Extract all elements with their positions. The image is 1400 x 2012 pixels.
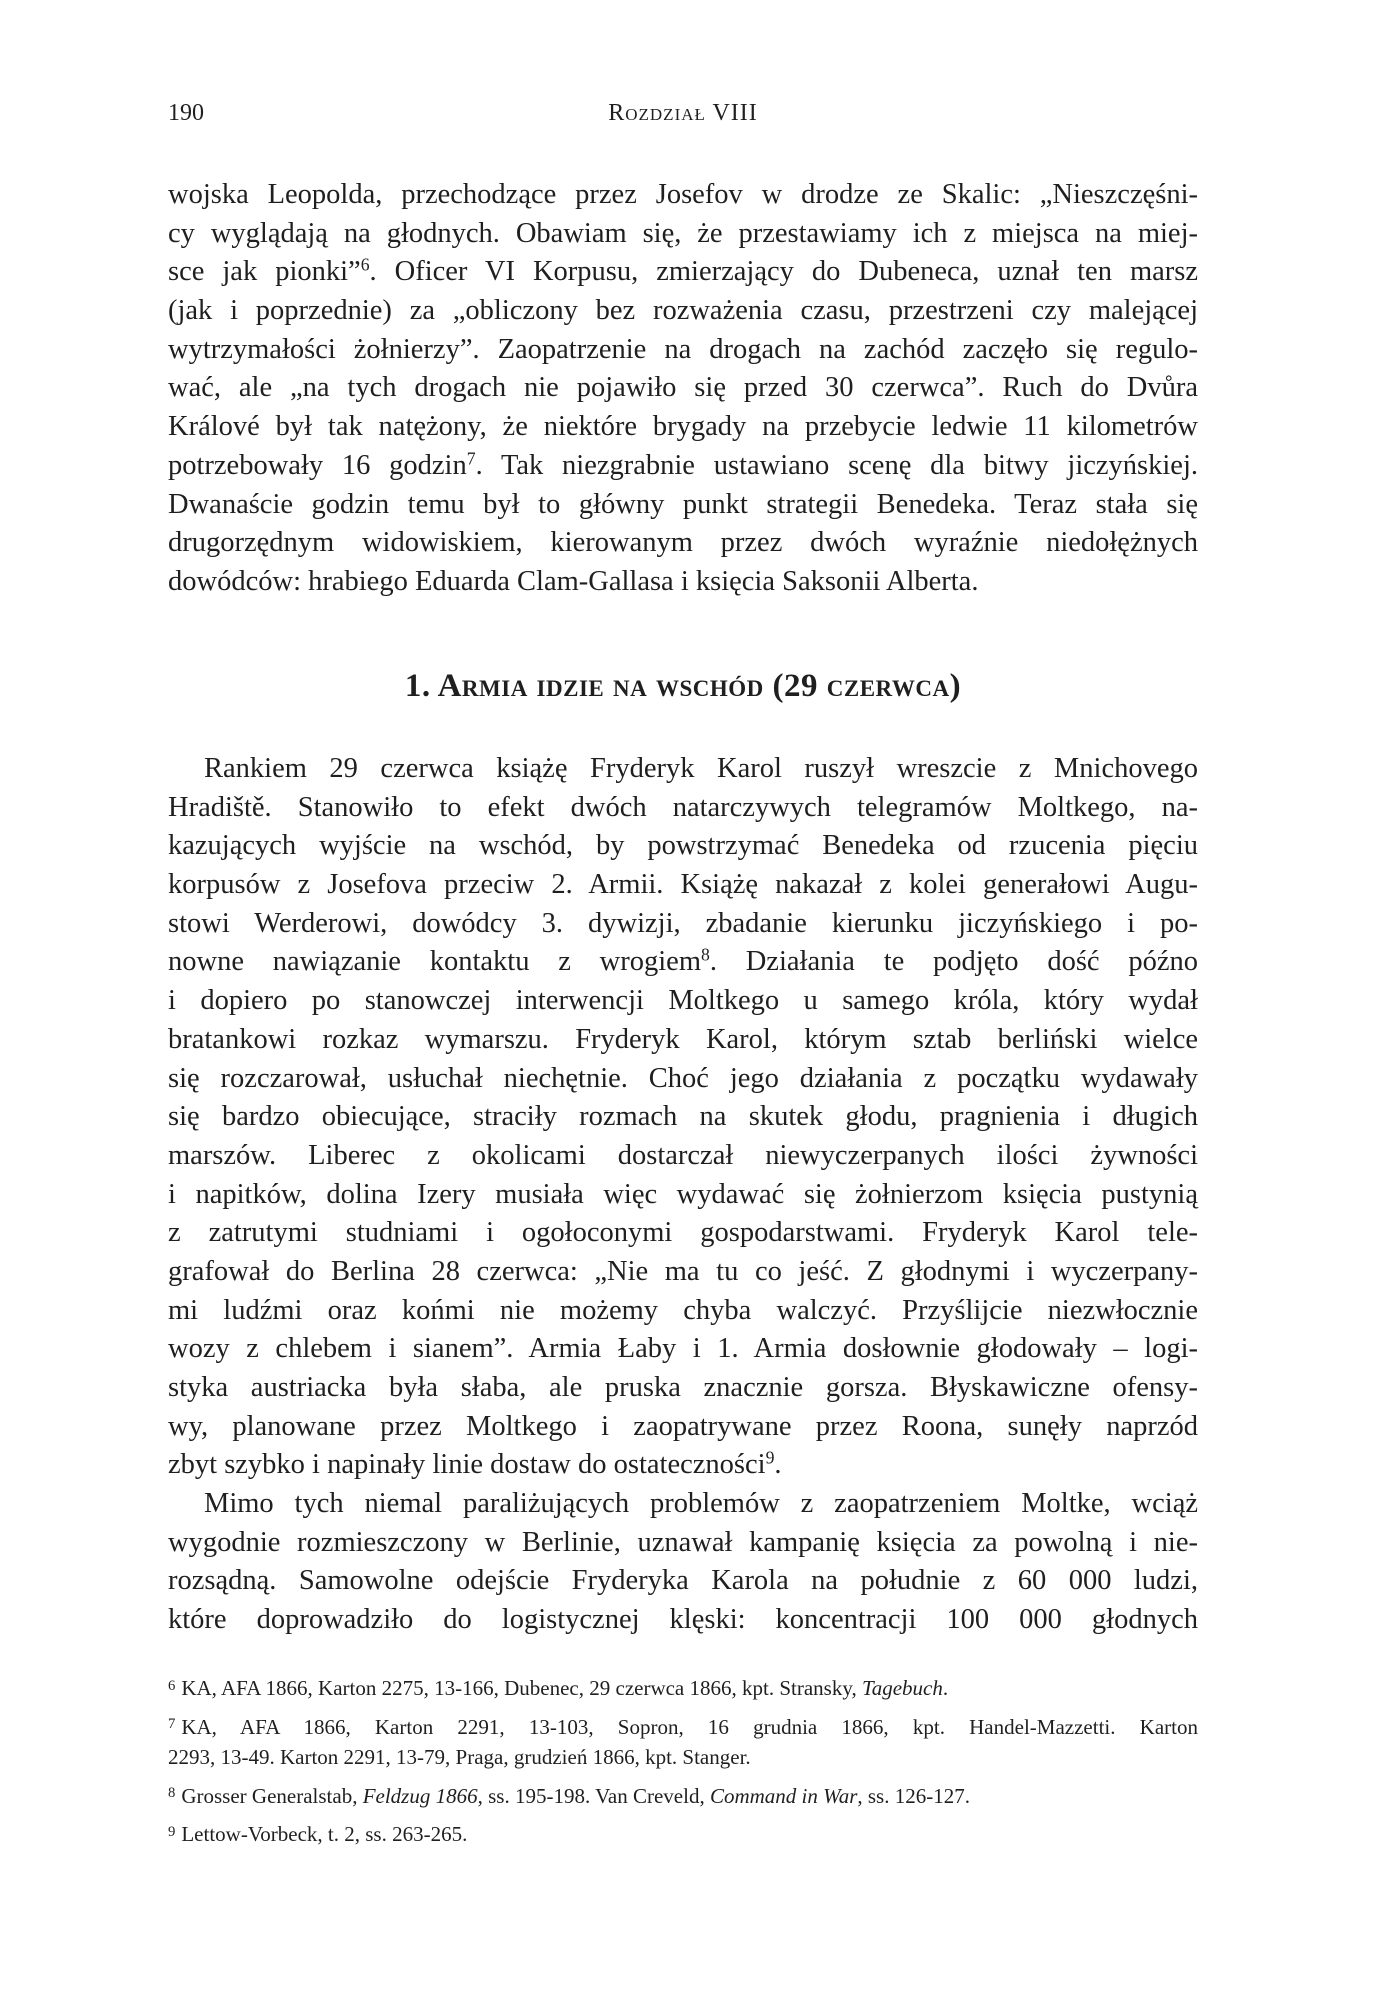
text-line: kazujących wyjście na wschód, by powstrzymać Benedeka od rzucenia pięciu [168, 830, 1198, 862]
text-line: wojska Leopolda, przechodzące przez Josefov w drodze ze Skalic: „Nieszczęśni- [168, 179, 1198, 210]
page-number: 190 [168, 100, 204, 126]
footnote-7-continued: 2293, 13-49. Karton 2291, 13-79, Praga, grudzień 1866, kpt. Stanger. [168, 1745, 751, 1769]
text-line: się bardzo obiecujące, straciły rozmach na skutek głodu, pragnienia i długich [168, 1101, 1198, 1133]
text-line: które doprowadziło do logistycznej klęski: koncentracji 100 000 głodnych [168, 1604, 1198, 1636]
text-line: grafował do Berlina 28 czerwca: „Nie ma tu co jeść. Z głodnymi i wyczerpany- [168, 1255, 1198, 1287]
text-line: rozsądną. Samowolne odejście Fryderyka Karola na południe z 60 000 ludzi, [168, 1565, 1198, 1597]
text-line: bratankowi rozkaz wymarszu. Fryderyk Karol, którym sztab berliński wielce [168, 1023, 1198, 1055]
footnote-mark: 9 [168, 1823, 176, 1840]
text-line: Králové był tak natężony, że niektóre brygady na przebycie ledwie 11 kilometrów [168, 411, 1198, 443]
text-line: (jak i poprzednie) za „obliczony bez rozważenia czasu, przestrzeni czy malejącej [168, 295, 1198, 327]
chapter-title: Rozdział VIII [608, 100, 758, 126]
footnote-mark: 6 [168, 1677, 176, 1694]
footnote-mark: 7 [168, 1716, 176, 1733]
footnote-7: $^7$ KA, AFA 1866, Karton 2291, 13-103, Sopron, 16 grudnia 1866, kpt. Handel-Mazzetti. Karton [168, 1714, 1198, 1739]
text-line: wytrzymałości żołnierzy”. Zaopatrzenie na drogach na zachód zaczęło się regulo- [168, 333, 1198, 365]
paragraph-3 [168, 1485, 1198, 1640]
text-line: z zatrutymi studniami i ogołoconymi gospodarstwami. Fryderyk Karol tele- [168, 1217, 1198, 1249]
text-line: Rankiem 29 czerwca książę Fryderyk Karol ruszył wreszcie z Mnichovego [204, 753, 1198, 784]
text-line: drugorzędnym widowiskiem, kierowanym przez dwóch wyraźnie niedołężnych [168, 527, 1198, 559]
footnote-ref: 8 [700, 944, 710, 965]
text-line: wać, ale „na tych drogach nie pojawiło się przed 30 czerwca”. Ruch do Dvůra [168, 372, 1198, 404]
footnote-8: $^8$ Grosser Generalstab, Feldzug 1866, ss. 195-198. Van Creveld, Command in War, ss. 126-127. [168, 1783, 970, 1808]
paragraph-1 [168, 176, 1198, 602]
running-head [168, 100, 1198, 136]
text-line: Hradiště. Stanowiło to efekt dwóch natarczywych telegramów Moltkego, na- [168, 791, 1198, 823]
text-line: sce jak pionki”$^6$. Oficer VI Korpusu, zmierzający do Dubeneca, uznał ten marsz [168, 254, 1198, 288]
footnote-9: $^9$ Lettow-Vorbeck, t. 2, ss. 263-265. [168, 1822, 468, 1846]
footnote-mark: 8 [168, 1785, 176, 1802]
text-line: się rozczarował, usłuchał niechętnie. Choć jego działania z początku wydawały [168, 1062, 1198, 1094]
text-line: wy, planowane przez Moltkego i zaopatrywane przez Roona, sunęły naprzód [168, 1410, 1198, 1442]
paragraph-2 [168, 750, 1198, 1485]
text-line: i napitków, dolina Izery musiała więc wydawać się żołnierzom księcia pustynią [168, 1178, 1198, 1210]
text-line: styka austriacka była słaba, ale pruska znacznie gorsza. Błyskawiczne ofensy- [168, 1372, 1198, 1403]
section-heading: 1. Armia idzie na wschód (29 czerwca) [404, 668, 962, 704]
text-line: wozy z chlebem i sianem”. Armia Łaby i 1. Armia dosłownie głodowały – logi- [168, 1333, 1198, 1365]
text-line: cy wyglądają na głodnych. Obawiam się, że przestawiamy ich z miejsca na miej- [168, 217, 1198, 249]
text-line: potrzebowały 16 godzin$^7$. Tak niezgrabnie ustawiano scenę dla bitwy jiczyńskiej. [168, 448, 1198, 481]
footnote-ref: 9 [765, 1447, 775, 1468]
text-line: korpusów z Josefova przeciw 2. Armii. Książę nakazał z kolei generałowi Augu- [168, 869, 1198, 901]
text-line: mi ludźmi oraz końmi nie możemy chyba walczyć. Przyślijcie niezwłocznie [168, 1294, 1198, 1326]
text-line: marszów. Liberec z okolicami dostarczał niewyczerpanych ilości żywności [168, 1139, 1198, 1171]
text-line: Dwanaście godzin temu był to główny punkt strategii Benedeka. Teraz stała się [168, 488, 1198, 520]
text-line: stowi Werderowi, dowódcy 3. dywizji, zbadanie kierunku jiczyńskiego i po- [168, 907, 1198, 939]
text-line: wygodnie rozmieszczony w Berlinie, uznawał kampanię księcia za powolną i nie- [168, 1526, 1198, 1558]
text-line: nowne nawiązanie kontaktu z wrogiem$^8$. Działania te podjęto dość późno [168, 944, 1198, 978]
text-line: i dopiero po stanowczej interwencji Moltkego u samego króla, który wydał [168, 985, 1198, 1017]
footnotes [168, 1673, 1198, 1850]
text-line: dowódców: hrabiego Eduarda Clam-Gallasa i księcia Saksonii Alberta. [168, 565, 979, 597]
footnote-6: $^6$ KA, AFA 1866, Karton 2275, 13-166, Dubenec, 29 czerwca 1866, kpt. Stransky, Tagebuch. [168, 1676, 949, 1700]
footnote-ref: 6 [360, 254, 370, 275]
text-line: zbyt szybko i napinały linie dostaw do ostateczności$^9$. [168, 1447, 782, 1481]
text-line: Mimo tych niemal paraliżujących problemów z zaopatrzeniem Moltke, wciąż [204, 1488, 1198, 1519]
footnote-ref: 7 [466, 448, 476, 469]
